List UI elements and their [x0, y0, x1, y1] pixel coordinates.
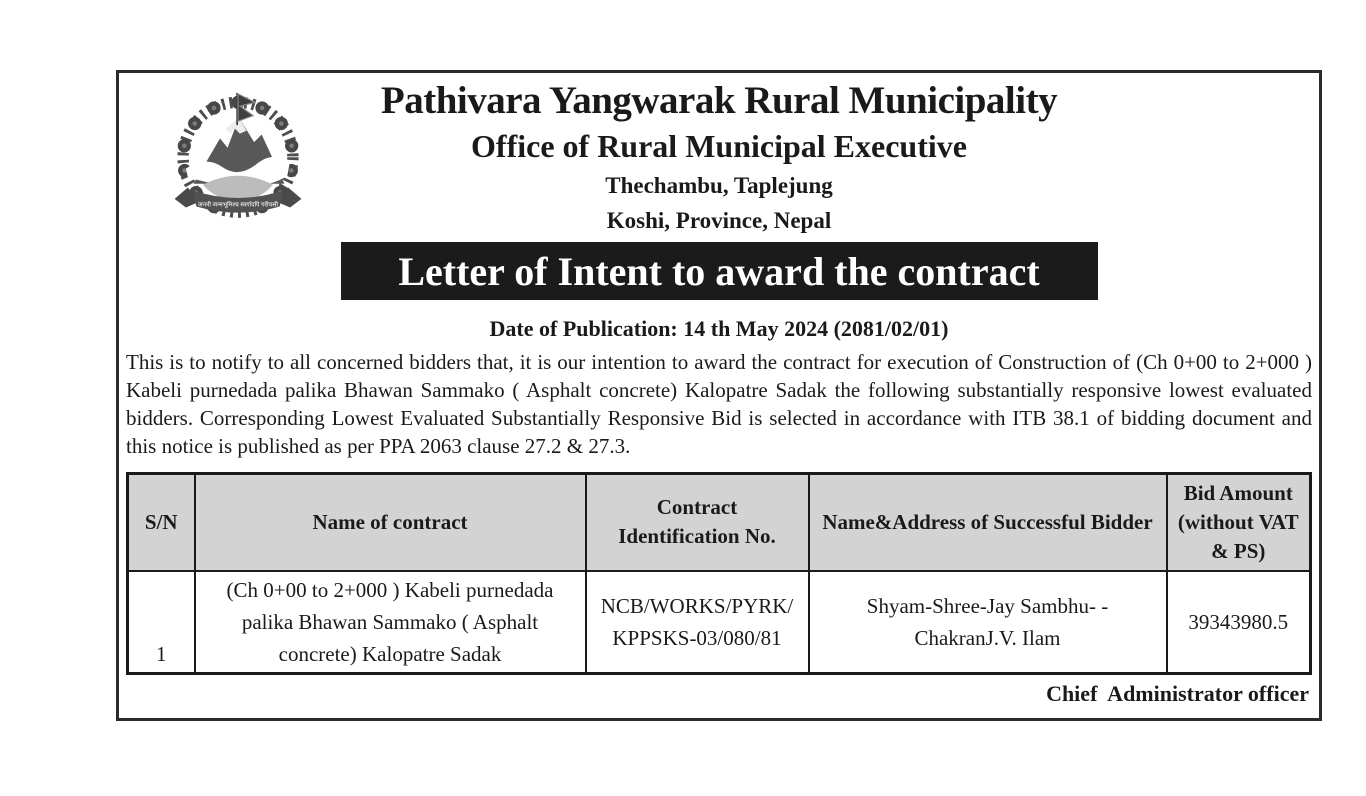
notice-title: Letter of Intent to award the contract — [398, 248, 1040, 294]
col-header-contract-id: Contract Identification No. — [586, 474, 809, 571]
signatory-title: Chief Administrator officer — [1046, 681, 1309, 706]
notice-title-banner — [341, 242, 1098, 300]
cell-sn: 1 — [128, 571, 195, 674]
office-name: Office of Rural Municipal Executive — [471, 128, 967, 164]
emblem-motto-text: जननी जन्मभूमिश्च स्वर्गादपि गरीयसी — [198, 202, 278, 209]
nepal-emblem-icon — [167, 91, 309, 233]
publication-date: Date of Publication: 14 th May 2024 (2081/02/01) — [489, 316, 949, 341]
col-header-bid-amount: Bid Amount (without VAT & PS) — [1167, 474, 1311, 571]
table-row — [128, 571, 1311, 674]
address-line-2: Koshi, Province, Nepal — [606, 208, 832, 233]
cell-bid-amount: 39343980.5 — [1167, 571, 1311, 674]
municipality-name: Pathivara Yangwarak Rural Municipality — [380, 79, 1058, 122]
bid-award-table — [126, 472, 1312, 675]
col-header-contract: Name of contract — [195, 474, 586, 571]
col-header-sn: S/N — [128, 474, 195, 571]
cell-bidder: Shyam-Shree-Jay Sambhu- - ChakranJ.V. Ilam — [809, 571, 1167, 674]
table-header-row — [128, 474, 1311, 571]
notice-paragraph: This is to notify to all concerned bidders that, it is our intention to award the contract for execution of Construction of (Ch 0+00 to 2+000 ) Kabeli purnedada palika Bhawan Sammako ( Asphalt concrete) Kalopatre Sadak the following substantially responsive lowest evaluated bidders. Corresponding Lowest Evaluated Substantially Responsive Bid is selected in accordance with ITB 38.1 of bidding document and this notice is published as per PPA 2063 clause 27.2 & 27.3. — [126, 350, 1312, 458]
cell-contract-id: NCB/WORKS/PYRK/ KPPSKS-03/080/81 — [586, 571, 809, 674]
nepal-emblem-logo — [167, 91, 309, 233]
col-header-bidder: Name&Address of Successful Bidder — [809, 474, 1167, 571]
cell-contract-name: (Ch 0+00 to 2+000 ) Kabeli purnedada palika Bhawan Sammako ( Asphalt concrete) Kalopatre Sadak — [195, 571, 586, 674]
notice-document — [116, 70, 1322, 721]
address-line-1: Thechambu, Taplejung — [605, 173, 833, 198]
